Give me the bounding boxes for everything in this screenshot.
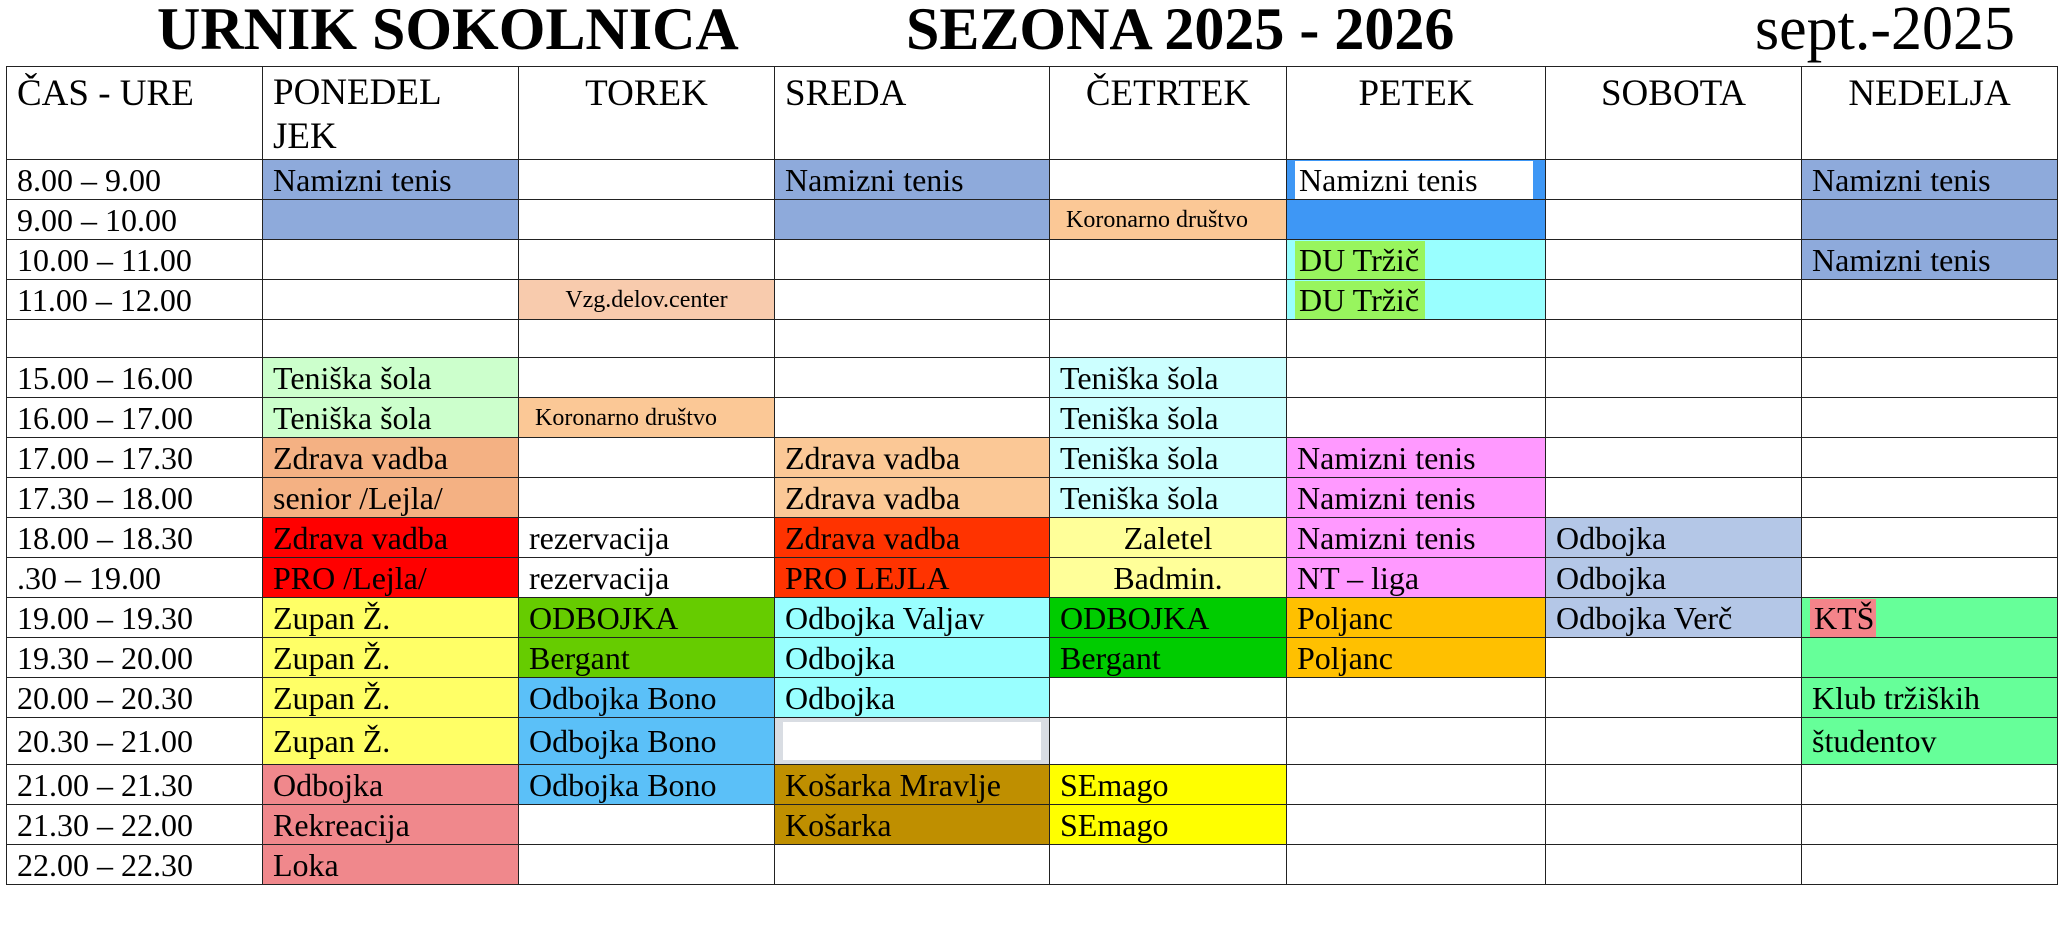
cell-text: Teniška šola (1060, 399, 1219, 436)
table-row (7, 638, 2058, 678)
highlight-box (783, 722, 1041, 760)
title-date: sept.-2025 (1755, 0, 2016, 63)
time-label: 10.00 – 11.00 (17, 241, 192, 278)
schedule-cell (1546, 558, 1802, 598)
schedule-cell (775, 678, 1050, 718)
time-cell (7, 320, 263, 358)
schedule-cell (775, 558, 1050, 598)
schedule-cell (263, 280, 519, 320)
schedule-cell (1546, 638, 1802, 678)
schedule-cell (263, 320, 519, 358)
schedule-cell (1050, 280, 1287, 320)
cell-text: Odbojka (1556, 519, 1667, 556)
cell-text: ODBOJKA (1060, 599, 1210, 636)
cell-text: Zdrava vadba (785, 439, 961, 476)
cell-text: Košarka (785, 806, 892, 843)
header-row (7, 67, 2058, 160)
schedule-cell (263, 765, 519, 805)
cell-text: Košarka Mravlje (785, 766, 1001, 803)
schedule-cell (775, 765, 1050, 805)
schedule-cell (519, 358, 775, 398)
schedule-cell (263, 160, 519, 200)
highlight-box (1295, 161, 1533, 199)
time-label: 17.00 – 17.30 (17, 439, 193, 476)
cell-text: Namizni tenis (785, 161, 964, 198)
cell-text: NT – liga (1297, 559, 1420, 596)
schedule-cell (1546, 200, 1802, 240)
schedule-cell (1050, 478, 1287, 518)
table-row (7, 240, 2058, 280)
schedule-cell (263, 478, 519, 518)
schedule-cell (1802, 558, 2058, 598)
header-label: TOREK (585, 73, 708, 114)
schedule-cell (1050, 638, 1287, 678)
schedule-cell (519, 398, 775, 438)
schedule-cell (1287, 845, 1546, 885)
schedule-cell (1050, 805, 1287, 845)
schedule-cell (1050, 598, 1287, 638)
cell-text: Namizni tenis (1299, 161, 1478, 198)
schedule-cell (1802, 805, 2058, 845)
time-label: 16.00 – 17.00 (17, 399, 193, 436)
schedule-cell (519, 805, 775, 845)
cell-text: Namizni tenis (1812, 161, 1991, 198)
cell-text: Bergant (529, 639, 630, 676)
schedule-cell (519, 320, 775, 358)
title-main: URNIK SOKOLNICA (157, 0, 739, 62)
cell-text: Zdrava vadba (273, 519, 449, 556)
schedule-cell (519, 558, 775, 598)
time-cell (7, 358, 263, 398)
schedule-cell (1802, 718, 2058, 765)
schedule-cell (1287, 765, 1546, 805)
schedule-cell (1546, 280, 1802, 320)
schedule-cell (1546, 358, 1802, 398)
header-cell (7, 67, 263, 160)
header-label: ČETRTEK (1085, 73, 1251, 114)
cell-text (783, 723, 789, 759)
time-cell (7, 240, 263, 280)
schedule-cell (1802, 638, 2058, 678)
schedule-cell (775, 240, 1050, 280)
schedule-cell (775, 358, 1050, 398)
cell-text: Bergant (1060, 639, 1161, 676)
table-row (7, 518, 2058, 558)
schedule-cell (263, 358, 519, 398)
schedule-cell (263, 398, 519, 438)
time-cell (7, 765, 263, 805)
schedule-cell (519, 280, 775, 320)
cell-text: Rekreacija (273, 806, 410, 843)
table-row (7, 438, 2058, 478)
cell-text: Poljanc (1297, 639, 1393, 676)
table-row (7, 160, 2058, 200)
time-label: .30 – 19.00 (17, 559, 161, 596)
cell-text: Odbojka (273, 766, 384, 803)
cell-text: rezervacija (529, 519, 670, 556)
schedule-cell (1287, 518, 1546, 558)
time-label: 19.00 – 19.30 (17, 599, 193, 636)
schedule-cell (263, 678, 519, 718)
cell-text: Koronarno društvo (535, 404, 717, 431)
schedule-cell (1287, 598, 1546, 638)
cell-text: študentov (1812, 723, 1937, 759)
schedule-cell (263, 200, 519, 240)
time-label: 18.00 – 18.30 (17, 519, 193, 556)
time-cell (7, 558, 263, 598)
schedule-title (0, 0, 2062, 62)
time-cell (7, 438, 263, 478)
schedule-cell (1802, 280, 2058, 320)
time-cell (7, 678, 263, 718)
header-cell (519, 67, 775, 160)
schedule-cell (1546, 478, 1802, 518)
schedule-table (6, 66, 2058, 885)
cell-text: Zdrava vadba (785, 519, 961, 556)
schedule-cell (1287, 280, 1546, 320)
cell-text: Koronarno društvo (1066, 206, 1248, 233)
schedule-cell (775, 845, 1050, 885)
schedule-cell (263, 718, 519, 765)
header-cell (775, 67, 1050, 160)
schedule-cell (519, 160, 775, 200)
cell-text: Poljanc (1297, 599, 1393, 636)
schedule-cell (1546, 240, 1802, 280)
cell-text: Odbojka (1556, 559, 1667, 596)
schedule-cell (1802, 358, 2058, 398)
cell-text: Namizni tenis (1297, 519, 1476, 556)
table-row (7, 718, 2058, 765)
highlight-box (1295, 281, 1425, 319)
cell-text: rezervacija (529, 559, 670, 596)
cell-text: Vzg.delov.center (565, 286, 728, 313)
cell-text: Zupan Ž. (273, 679, 391, 716)
table-row (7, 765, 2058, 805)
schedule-cell (1546, 438, 1802, 478)
schedule-cell (1802, 320, 2058, 358)
cell-text: Odbojka Valjav (785, 599, 985, 636)
schedule-cell (1050, 398, 1287, 438)
cell-text: SEmago (1060, 806, 1169, 843)
time-label: 15.00 – 16.00 (17, 359, 193, 396)
schedule-cell (1802, 518, 2058, 558)
cell-text: Teniška šola (273, 399, 432, 436)
schedule-cell (1287, 478, 1546, 518)
header-label: PETEK (1358, 73, 1474, 114)
schedule-cell (519, 718, 775, 765)
schedule-cell (519, 678, 775, 718)
schedule-cell (1287, 678, 1546, 718)
table-row (7, 398, 2058, 438)
schedule-cell (1287, 558, 1546, 598)
schedule-cell (263, 518, 519, 558)
cell-text: Namizni tenis (1812, 241, 1991, 278)
schedule-cell (1287, 160, 1546, 200)
cell-text: Klub tržiških (1812, 679, 1980, 716)
schedule-cell (1802, 598, 2058, 638)
schedule-cell (1050, 718, 1287, 765)
cell-text: Teniška šola (1060, 359, 1219, 396)
schedule-cell (1802, 200, 2058, 240)
schedule-cell (263, 438, 519, 478)
schedule-cell (519, 478, 775, 518)
time-label: 17.30 – 18.00 (17, 479, 193, 516)
schedule-cell (1050, 518, 1287, 558)
cell-text: Badmin. (1113, 559, 1223, 596)
schedule-cell (1802, 678, 2058, 718)
schedule-cell (775, 718, 1050, 765)
cell-text: Zdrava vadba (273, 439, 449, 476)
schedule-cell (1050, 438, 1287, 478)
header-cell (263, 67, 519, 160)
schedule-cell (1802, 398, 2058, 438)
time-label: 8.00 – 9.00 (17, 161, 161, 198)
header-cell (1050, 67, 1287, 160)
cell-text: Teniška šola (1060, 439, 1219, 476)
schedule-cell (775, 200, 1050, 240)
schedule-cell (1546, 320, 1802, 358)
schedule-cell (1546, 398, 1802, 438)
schedule-cell (1050, 845, 1287, 885)
schedule-cell (1050, 558, 1287, 598)
table-row (7, 678, 2058, 718)
schedule-cell (1802, 845, 2058, 885)
cell-text: Teniška šola (273, 359, 432, 396)
schedule-cell (1287, 438, 1546, 478)
schedule-cell (1546, 678, 1802, 718)
time-label: 21.00 – 21.30 (17, 766, 193, 803)
schedule-cell (1050, 320, 1287, 358)
highlight-box (1295, 241, 1425, 279)
schedule-cell (1287, 240, 1546, 280)
header-label: SOBOTA (1600, 73, 1747, 114)
table-row (7, 478, 2058, 518)
schedule-cell (1546, 845, 1802, 885)
cell-text: Zupan Ž. (273, 599, 391, 636)
cell-text: senior /Lejla/ (273, 479, 443, 516)
time-label: 11.00 – 12.00 (17, 281, 192, 318)
time-cell (7, 805, 263, 845)
schedule-cell (519, 240, 775, 280)
schedule-cell (775, 478, 1050, 518)
cell-text: Zupan Ž. (273, 723, 391, 759)
title-season: SEZONA 2025 - 2026 (906, 0, 1455, 62)
table-row (7, 358, 2058, 398)
table-row (7, 598, 2058, 638)
time-label: 21.30 – 22.00 (17, 806, 193, 843)
schedule-cell (1546, 598, 1802, 638)
time-cell (7, 718, 263, 765)
schedule-cell (519, 598, 775, 638)
schedule-cell (775, 438, 1050, 478)
cell-text: Odbojka Bono (529, 679, 717, 716)
cell-text: Loka (273, 846, 339, 883)
schedule-cell (1050, 160, 1287, 200)
time-cell (7, 200, 263, 240)
schedule-cell (519, 638, 775, 678)
time-label: 20.30 – 21.00 (17, 723, 193, 759)
cell-text: ODBOJKA (529, 599, 679, 636)
time-cell (7, 398, 263, 438)
schedule-cell (1287, 358, 1546, 398)
highlight-box (1810, 599, 1876, 637)
schedule-cell (1546, 805, 1802, 845)
schedule-cell (263, 558, 519, 598)
cell-text: Odbojka (785, 639, 896, 676)
time-label: 22.00 – 22.30 (17, 846, 193, 883)
cell-text: SEmago (1060, 766, 1169, 803)
header-cell (1287, 67, 1546, 160)
cell-text: Odbojka Bono (529, 723, 717, 759)
time-cell (7, 280, 263, 320)
schedule-cell (1287, 638, 1546, 678)
schedule-cell (1802, 478, 2058, 518)
schedule-cell (1802, 765, 2058, 805)
schedule-cell (1050, 358, 1287, 398)
table-row (7, 845, 2058, 885)
time-cell (7, 845, 263, 885)
time-cell (7, 160, 263, 200)
schedule-cell (1802, 438, 2058, 478)
time-label: 9.00 – 10.00 (17, 201, 177, 238)
cell-text: Zdrava vadba (785, 479, 961, 516)
header-label: SREDA (785, 73, 907, 114)
time-cell (7, 638, 263, 678)
cell-text: Teniška šola (1060, 479, 1219, 516)
schedule-cell (775, 280, 1050, 320)
schedule-cell (775, 805, 1050, 845)
schedule-cell (1050, 240, 1287, 280)
schedule-cell (263, 638, 519, 678)
schedule-cell (1546, 160, 1802, 200)
schedule-cell (519, 765, 775, 805)
table-row (7, 320, 2058, 358)
table-row (7, 558, 2058, 598)
schedule-cell (1802, 240, 2058, 280)
schedule-cell (1287, 718, 1546, 765)
cell-text: Namizni tenis (1297, 439, 1476, 476)
schedule-cell (775, 638, 1050, 678)
schedule-cell (775, 160, 1050, 200)
schedule-cell (775, 398, 1050, 438)
header-label: NEDELJA (1848, 73, 2011, 114)
schedule-cell (1546, 718, 1802, 765)
schedule-cell (1050, 200, 1287, 240)
schedule-cell (263, 240, 519, 280)
time-cell (7, 598, 263, 638)
cell-text: DU Tržič (1299, 241, 1420, 278)
cell-text: Zupan Ž. (273, 639, 391, 676)
header-label: PONEDEL JEK (273, 72, 441, 157)
schedule-cell (1287, 805, 1546, 845)
time-cell (7, 478, 263, 518)
time-cell (7, 518, 263, 558)
cell-text: Namizni tenis (1297, 479, 1476, 516)
cell-text: PRO LEJLA (785, 559, 950, 596)
schedule-cell (1802, 160, 2058, 200)
table-row (7, 805, 2058, 845)
cell-text: KTŠ (1814, 599, 1875, 636)
schedule-cell (775, 598, 1050, 638)
schedule-cell (1546, 518, 1802, 558)
schedule-cell (775, 320, 1050, 358)
schedule-cell (775, 518, 1050, 558)
schedule-cell (1050, 678, 1287, 718)
cell-text: PRO /Lejla/ (273, 559, 427, 596)
schedule-cell (519, 438, 775, 478)
schedule-cell (1287, 398, 1546, 438)
cell-text: Zaletel (1123, 519, 1213, 556)
schedule-cell (519, 845, 775, 885)
cell-text: DU Tržič (1299, 281, 1420, 318)
header-cell (1546, 67, 1802, 160)
table-row (7, 280, 2058, 320)
schedule-cell (263, 845, 519, 885)
time-label: 20.00 – 20.30 (17, 679, 193, 716)
time-label: 19.30 – 20.00 (17, 639, 193, 676)
cell-text: Odbojka (785, 679, 896, 716)
schedule-cell (263, 598, 519, 638)
schedule-cell (263, 805, 519, 845)
schedule-cell (519, 200, 775, 240)
schedule-cell (519, 518, 775, 558)
schedule-cell (1546, 765, 1802, 805)
header-label: ČAS - URE (17, 73, 194, 114)
cell-text: Odbojka Bono (529, 766, 717, 803)
schedule-cell (1287, 320, 1546, 358)
cell-text: Odbojka Verč (1556, 599, 1733, 636)
schedule-cell (1287, 200, 1546, 240)
header-cell (1802, 67, 2058, 160)
schedule-cell (1050, 765, 1287, 805)
cell-text: Namizni tenis (273, 161, 452, 198)
table-row (7, 200, 2058, 240)
